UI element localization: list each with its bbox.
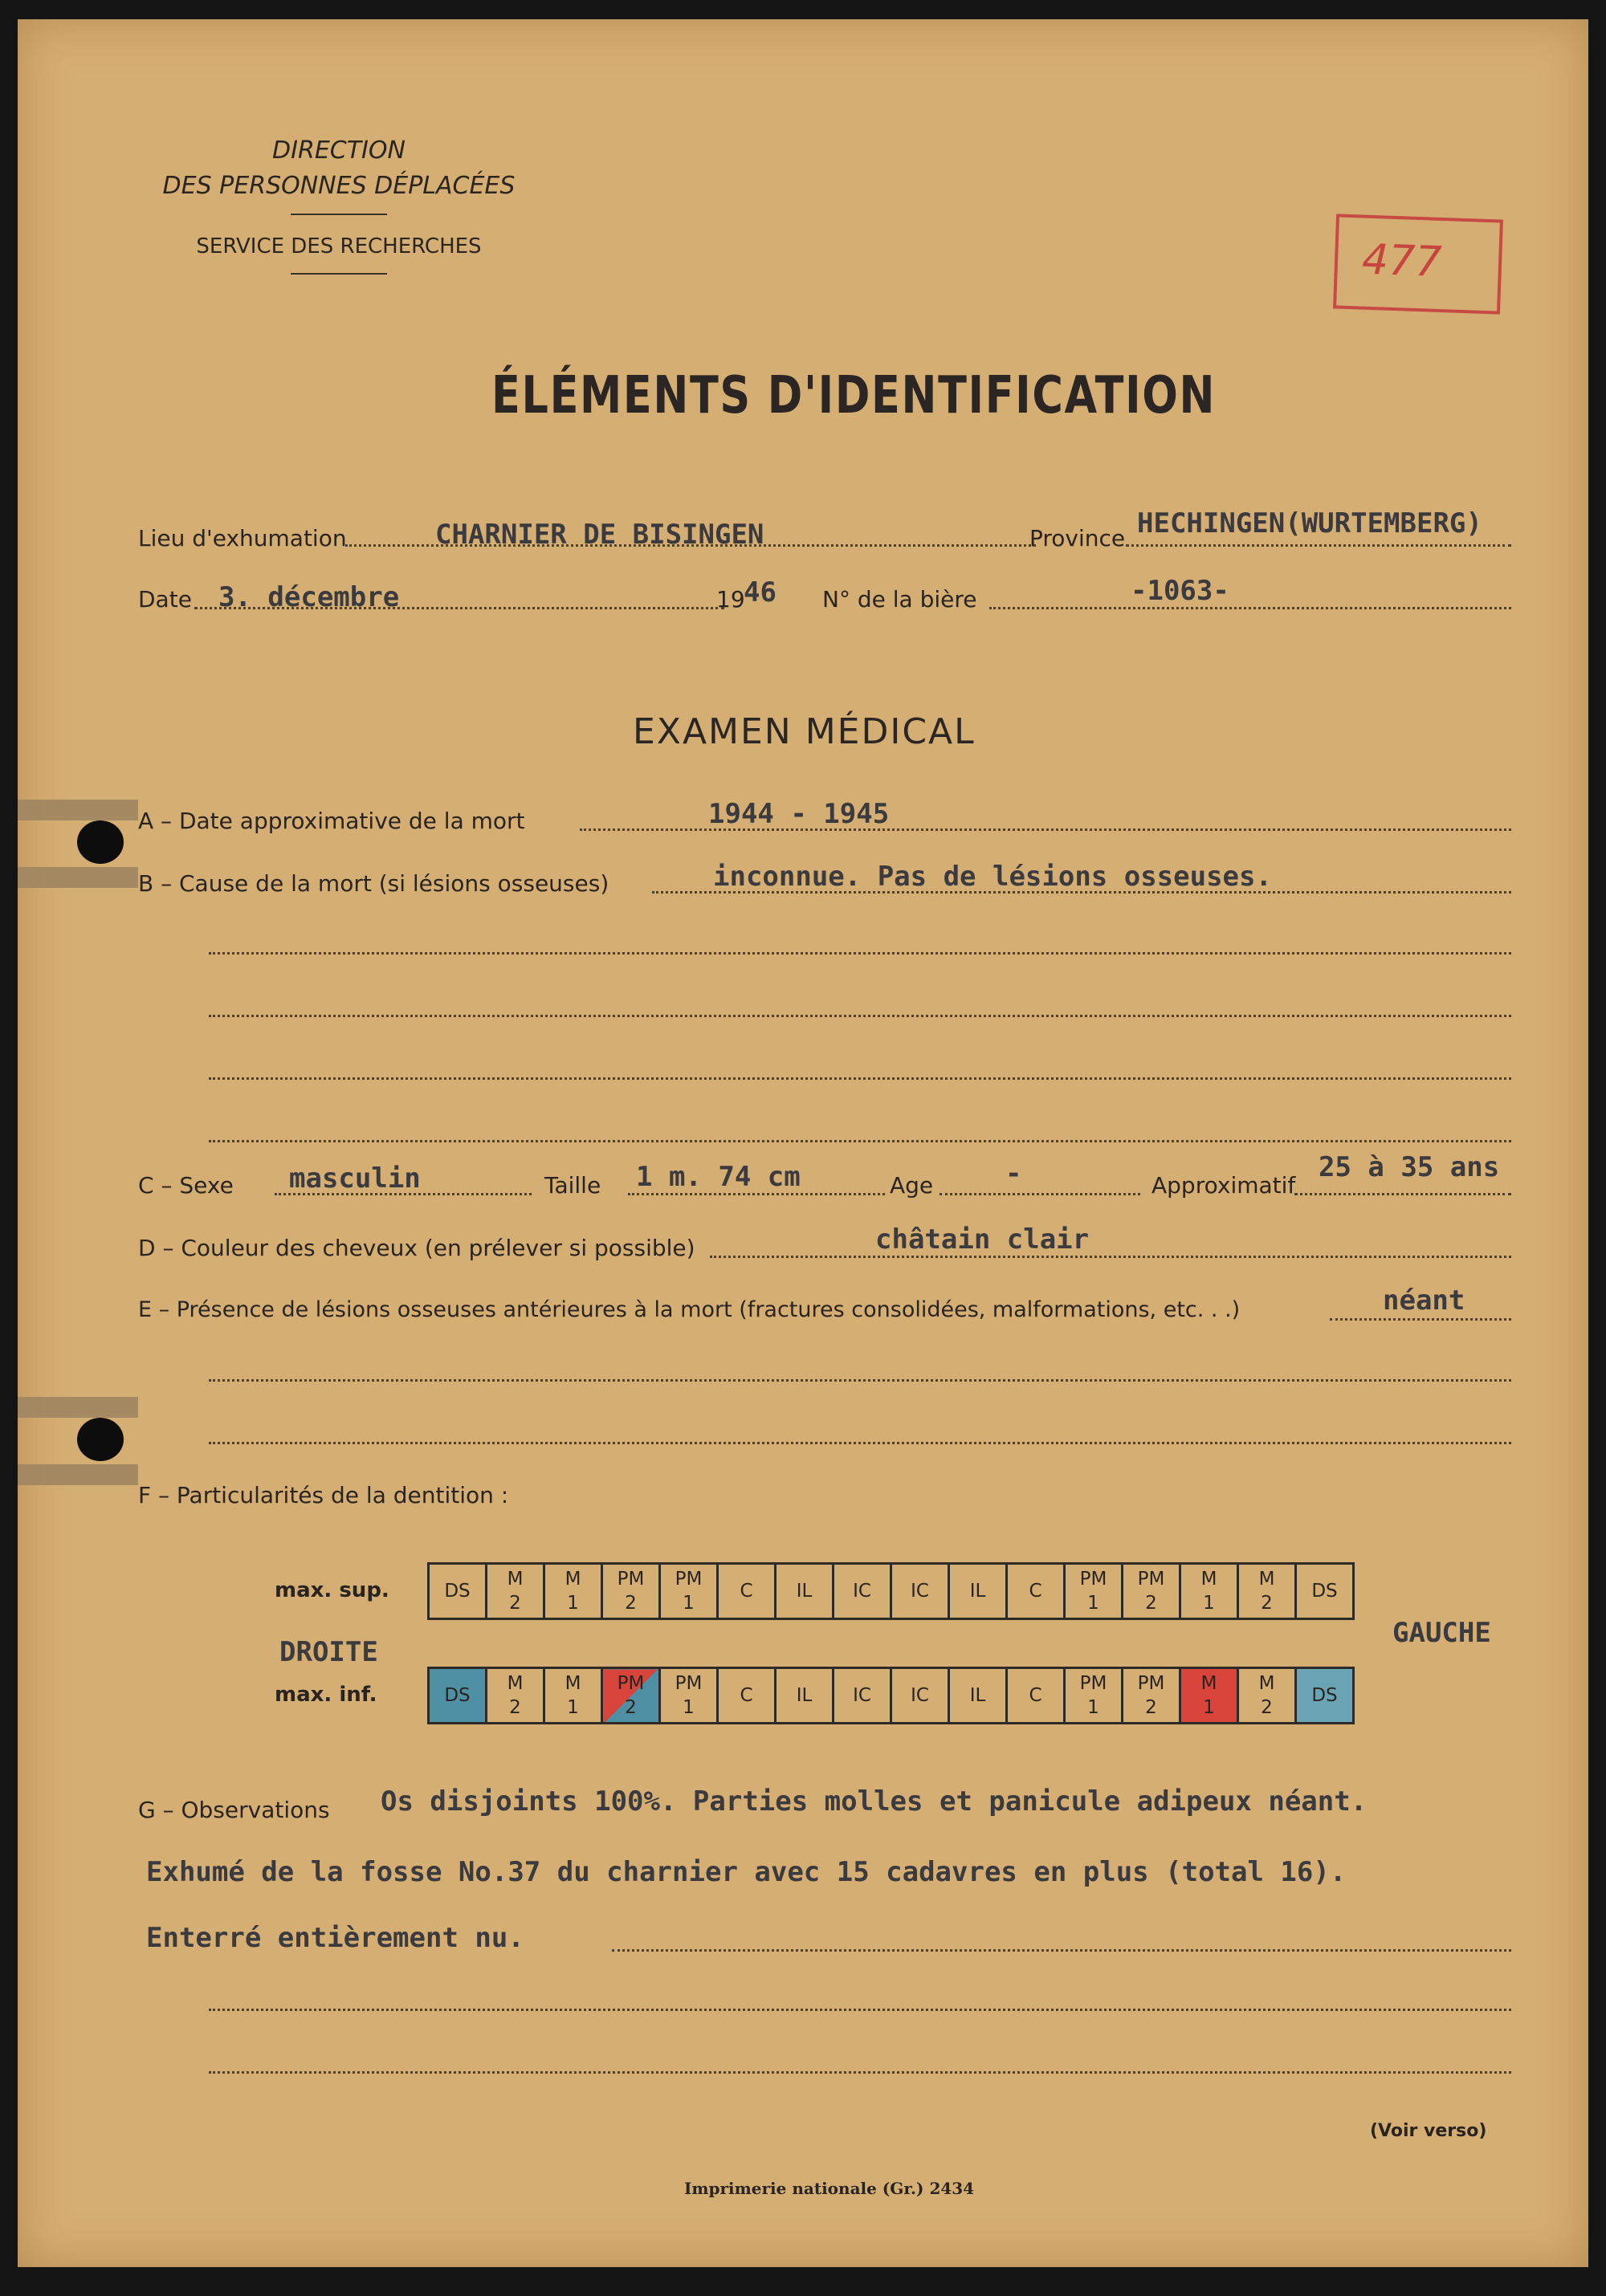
tape-strip [18,867,138,888]
lower-tooth-c: C [718,1668,776,1724]
approx-label: Approximatif [1152,1172,1296,1199]
lower-tooth-pm1: PM 1 [1065,1668,1123,1724]
blank-line [209,1442,1511,1444]
date-value: 3. décembre [218,581,400,613]
year-prefix: 19 [716,586,745,613]
lower-dentition-chart [427,1667,1355,1724]
tape-strip [18,1464,138,1485]
blank-line [209,1015,1511,1017]
lower-tooth-pm2: PM 2 [602,1668,660,1724]
document-title: ÉLÉMENTS D'IDENTIFICATION [491,366,1217,425]
biere-label: N° de la bière [822,586,977,613]
header-personnes-deplacees: DES PERSONNES DÉPLACÉES [162,172,516,200]
blank-line [209,2009,1511,2011]
date-label: Date [138,586,192,613]
lieu-value: CHARNIER DE BISINGEN [435,519,764,551]
tape-strip [18,1397,138,1418]
lower-tooth-m2: M 2 [487,1668,544,1724]
upper-dentition-chart [427,1562,1355,1620]
right-side-label: DROITE [279,1636,378,1668]
upper-tooth-m1: M 1 [544,1564,602,1619]
taille-label: Taille [544,1172,601,1199]
voir-verso: (Voir verso) [1370,2121,1487,2141]
exam-f-label: F – Particularités de la dentition : [138,1482,509,1508]
upper-tooth-il: IL [776,1564,834,1619]
biere-value: -1063- [1131,575,1229,607]
lower-tooth-pm2: PM 2 [1123,1668,1180,1724]
upper-tooth-pm2: PM 2 [602,1564,660,1619]
upper-tooth-pm1: PM 1 [1065,1564,1123,1619]
upper-tooth-c: C [1007,1564,1065,1619]
upper-tooth-pm1: PM 1 [660,1564,718,1619]
exam-d-value: châtain clair [875,1223,1090,1256]
sexe-value: masculin [289,1162,421,1195]
exam-d-label: D – Couleur des cheveux (en prélever si possible) [138,1235,695,1261]
upper-tooth-ds: DS [1296,1564,1354,1619]
age-label: Age [890,1172,934,1199]
year-value: 46 [744,576,777,609]
taille-value: 1 m. 74 cm [636,1161,801,1193]
upper-tooth-il: IL [949,1564,1007,1619]
lower-tooth-m2: M 2 [1238,1668,1296,1724]
exam-c-label: C – Sexe [138,1172,234,1199]
punch-hole [77,820,124,864]
lower-tooth-c: C [1007,1668,1065,1724]
upper-tooth-pm2: PM 2 [1123,1564,1180,1619]
exam-e-label: E – Présence de lésions osseuses antérieures à la mort (fractures consolidées, malformations, etc. . .) [138,1297,1241,1322]
province-dots [1126,544,1511,547]
blank-line [209,1379,1511,1382]
observations-line-1: Os disjoints 100%. Parties molles et panicule adipeux néant. [381,1785,1368,1818]
lower-tooth-il: IL [949,1668,1007,1724]
upper-tooth-m2: M 2 [487,1564,544,1619]
lower-tooth-m1: M 1 [544,1668,602,1724]
province-label: Province [1029,525,1126,552]
approx-value: 25 à 35 ans [1319,1151,1500,1183]
blank-line [209,952,1511,955]
header-direction: DIRECTION [272,136,406,165]
exam-b-label: B – Cause de la mort (si lésions osseuses) [138,870,609,897]
exam-d-dots [710,1256,1511,1258]
lower-tooth-pm1: PM 1 [660,1668,718,1724]
lieu-label: Lieu d'exhumation [138,525,347,552]
exam-g-label: G – Observations [138,1797,330,1823]
blank-line [209,1077,1511,1080]
upper-jaw-label: max. sup. [275,1578,389,1602]
taille-dots [628,1193,885,1195]
section-title: EXAMEN MÉDICAL [633,711,976,752]
tape-strip [18,800,138,820]
upper-tooth-ds: DS [429,1564,487,1619]
lower-tooth-ic: IC [891,1668,949,1724]
upper-tooth-ic: IC [834,1564,891,1619]
exam-b-value: inconnue. Pas de lésions osseuses. [713,861,1272,893]
upper-tooth-c: C [718,1564,776,1619]
lower-jaw-label: max. inf. [275,1683,377,1707]
printer-imprint: Imprimerie nationale (Gr.) 2434 [684,2179,975,2198]
age-value: - [1005,1158,1022,1190]
blank-line [209,2071,1511,2074]
punch-hole [77,1418,124,1461]
blank-line [612,1949,1511,1952]
lower-tooth-ds: DS [1296,1668,1354,1724]
exam-a-value: 1944 - 1945 [708,798,890,830]
exam-e-dots [1330,1318,1511,1321]
lower-tooth-m1: M 1 [1180,1668,1238,1724]
upper-tooth-m2: M 2 [1238,1564,1296,1619]
header-rule [291,214,387,215]
header-service: SERVICE DES RECHERCHES [196,234,482,259]
observations-line-3: Enterré entièrement nu. [146,1922,524,1954]
left-side-label: GAUCHE [1392,1617,1491,1649]
province-value: HECHINGEN(WURTEMBERG) [1137,507,1482,539]
exam-e-value: néant [1383,1284,1465,1317]
approx-dots [1294,1193,1511,1195]
blank-line [209,1140,1511,1142]
lower-tooth-ds: DS [429,1668,487,1724]
header-rule-2 [291,273,387,275]
observations-line-2: Exhumé de la fosse No.37 du charnier avec 15 cadavres en plus (total 16). [146,1856,1347,1888]
archive-number-stamp: 477 [1333,214,1503,314]
biere-dots [989,607,1511,609]
upper-tooth-ic: IC [891,1564,949,1619]
lower-tooth-ic: IC [834,1668,891,1724]
document-page [18,19,1588,2267]
lower-tooth-il: IL [776,1668,834,1724]
age-dots [940,1193,1140,1195]
exam-a-label: A – Date approximative de la mort [138,808,525,834]
upper-tooth-m1: M 1 [1180,1564,1238,1619]
